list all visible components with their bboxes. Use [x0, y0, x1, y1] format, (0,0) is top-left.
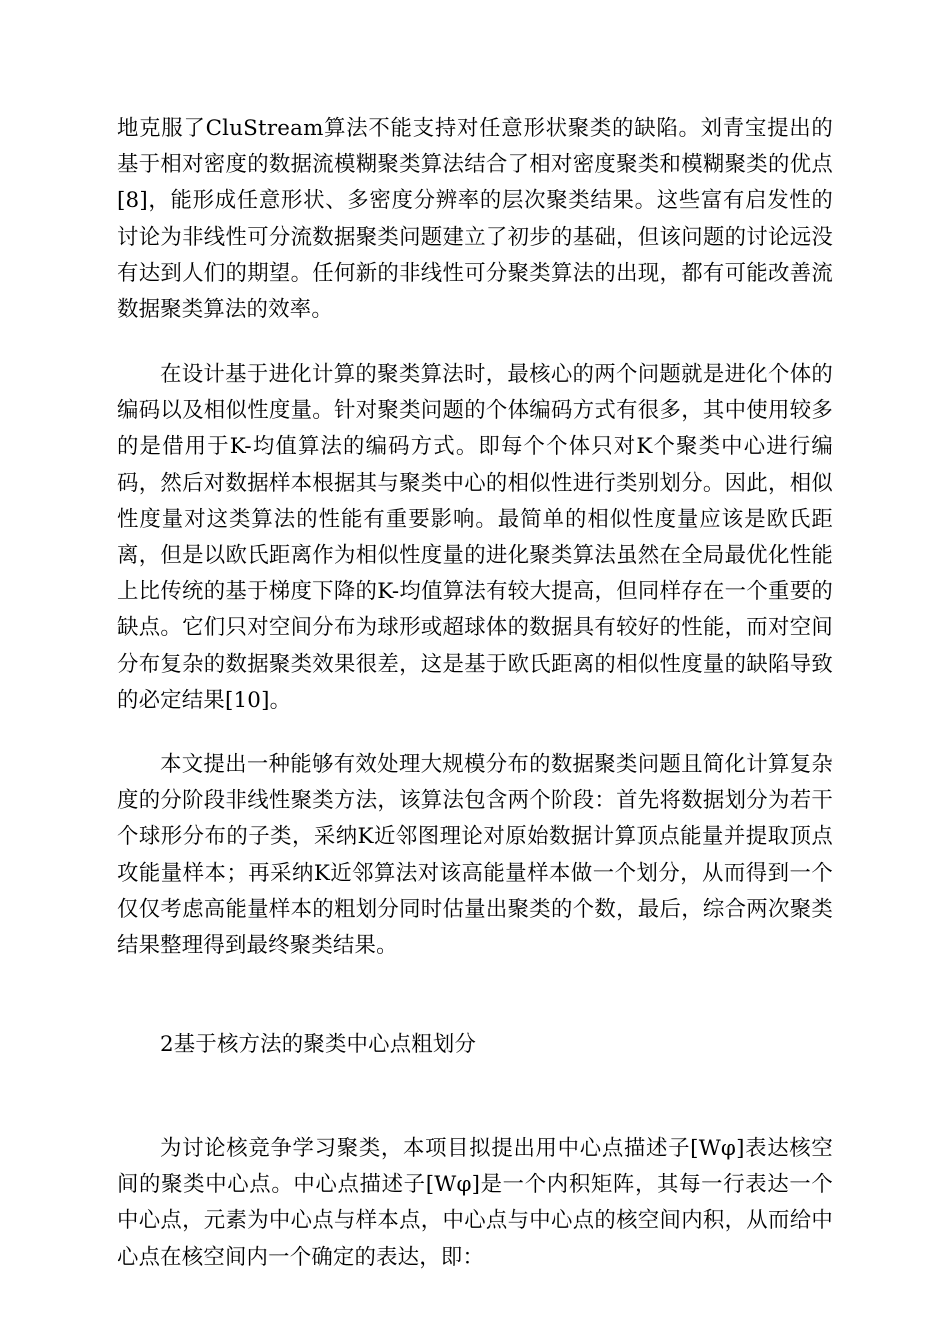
- paragraph-kernel-competitive-learning: 为讨论核竞争学习聚类，本项目拟提出用中心点描述子[Wφ]表达核空间的聚类中心点。中心点描述子[Wφ]是一个内积矩阵，其每一行表达一个中心点，元素为中心点与样本点，中心点与中心点的核空间内积，从而给中心点在核空间内一个确定的表达，即：: [117, 1136, 833, 1270]
- paragraph-proposed-method: 本文提出一种能够有效处理大规模分布的数据聚类问题且简化计算复杂度的分阶段非线性聚类方法，该算法包含两个阶段：首先将数据划分为若干个球形分布的子类，采纳K近邻图理论对原始数据计算顶点能量并提取顶点攻能量样本；再采纳K近邻算法对该高能量样本做一个划分，从而得到一个仅仅考虑高能量样本的粗划分同时估量出聚类的个数，最后，综合两次聚类结果整理得到最终聚类结果。: [117, 752, 833, 959]
- paragraph-evolutionary-clustering: 在设计基于进化计算的聚类算法时，最核心的两个问题就是进化个体的编码以及相似性度量。针对聚类问题的个体编码方式有很多，其中使用较多的是借用于K-均值算法的编码方式。即每个个体只对K个聚类中心进行编码，然后对数据样本根据其与聚类中心的相似性进行类别划分。因此，相似性度量对这类算法的性能有重要影响。最简单的相似性度量应该是欧氏距离，但是以欧氏距离作为相似性度量的进化聚类算法虽然在全局最优化性能上比传统的基于梯度下降的K-均值算法有较大提高，但同样存在一个重要的缺点。它们只对空间分布为球形或超球体的数据具有较好的性能，而对空间分布复杂的数据聚类效果很差，这是基于欧氏距离的相似性度量的缺陷导致的必定结果[10]。: [117, 362, 833, 713]
- section-heading: 2基于核方法的聚类中心点粗划分: [160, 1032, 477, 1057]
- paragraph-continuation: 地克服了CluStream算法不能支持对任意形状聚类的缺陷。刘青宝提出的基于相对密度的数据流模糊聚类算法结合了相对密度聚类和模糊聚类的优点[8]，能形成任意形状、多密度分辨率的层次聚类结果。这些富有启发性的讨论为非线性可分流数据聚类问题建立了初步的基础，但该问题的讨论远没有达到人们的期望。任何新的非线性可分聚类算法的出现，都有可能改善流数据聚类算法的效率。: [117, 116, 833, 323]
